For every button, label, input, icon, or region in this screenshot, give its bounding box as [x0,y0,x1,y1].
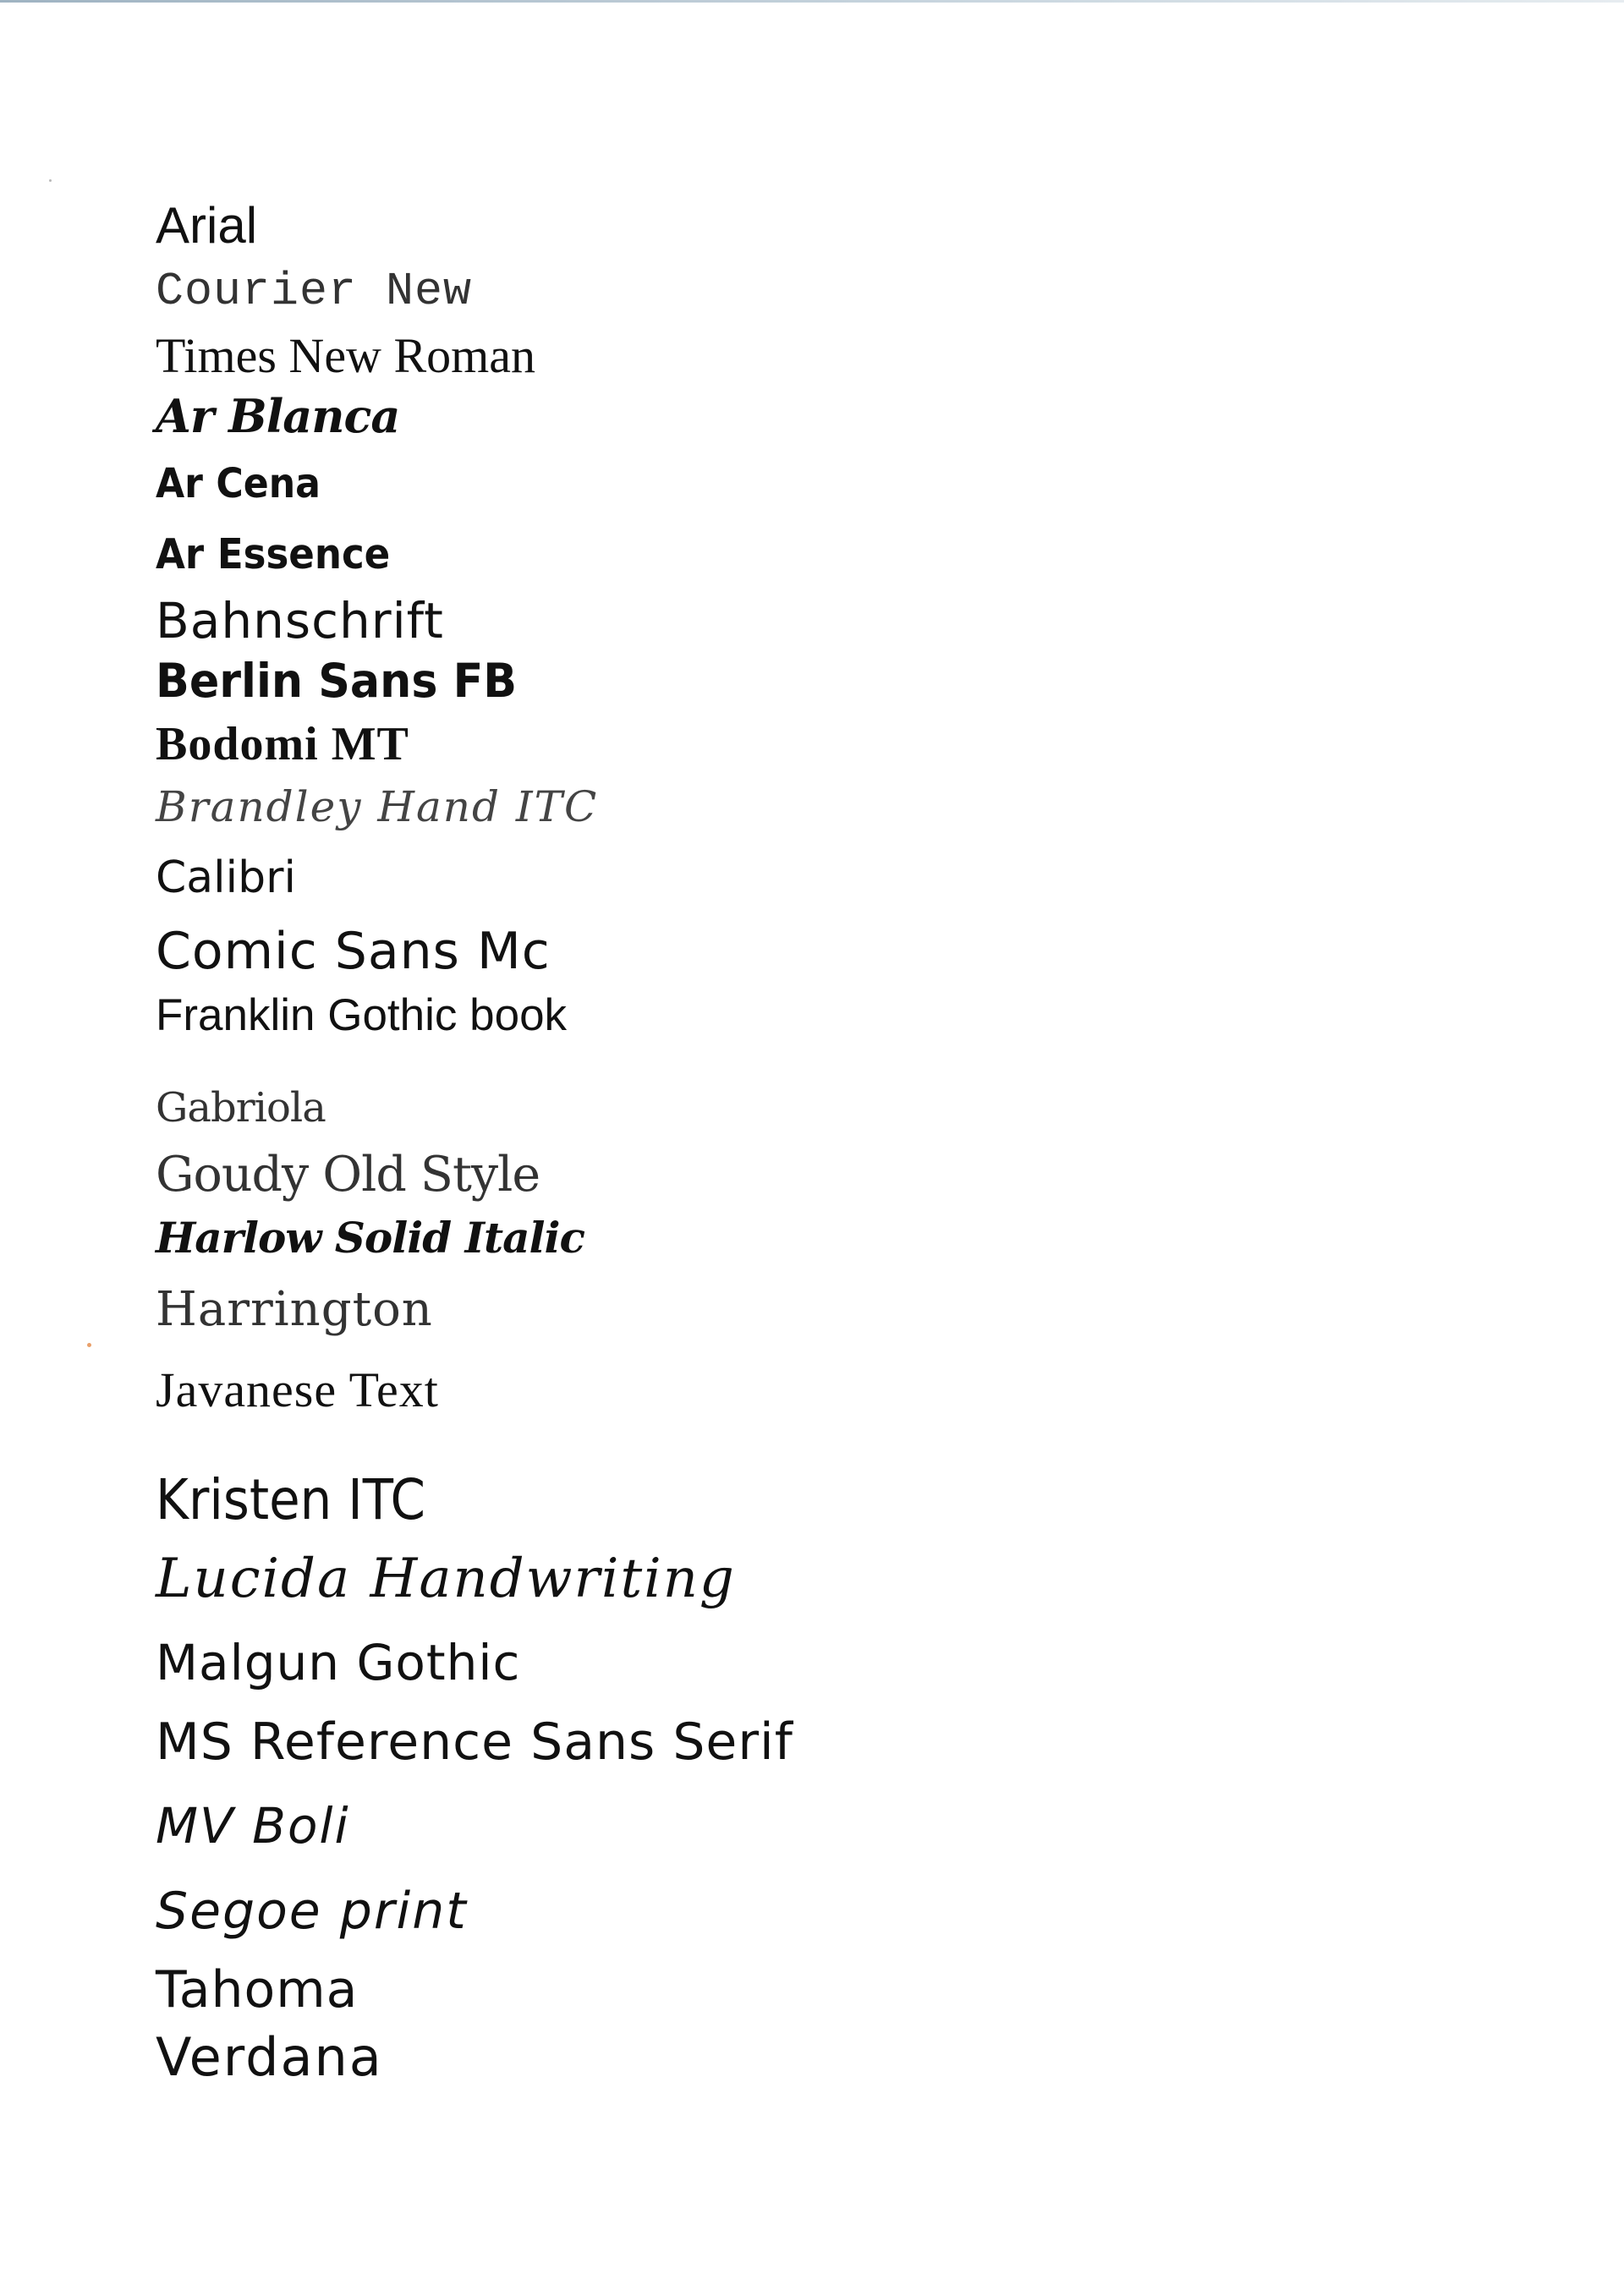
font-sample-gabriola: Gabriola [156,1084,326,1132]
font-sample-ar-cena: Ar Cena [156,460,321,507]
font-sample-arial: Arial [156,197,258,254]
font-sample-mv-boli: MV Boli [156,1797,350,1855]
font-sample-lucida-handwriting: Lucida Handwriting [156,1548,736,1610]
font-sample-javanese-text: Javanese Text [156,1362,439,1417]
font-sample-courier-new: Courier New [156,265,473,318]
font-sample-kristen-itc: Kristen ITC [156,1467,425,1532]
font-sample-comic-sans: Comic Sans Mc [156,922,551,981]
font-sample-times-new-roman: Times New Roman [156,328,535,383]
font-sample-harlow-solid-italic: Harlow Solid Italic [156,1213,584,1263]
font-sample-harrington: Harrington [156,1282,433,1337]
font-sample-ms-reference-sans-serif: MS Reference Sans Serif [156,1712,793,1772]
font-sample-verdana: Verdana [156,2026,383,2088]
scan-speck [87,1343,91,1347]
font-sample-ar-blanca: Ar Blanca [156,389,400,443]
font-sample-calibri: Calibri [156,852,296,903]
font-sample-bahnschrift: Bahnschrift [156,592,444,649]
font-sample-franklin-gothic-book: Franklin Gothic book [156,990,568,1040]
font-sample-berlin-sans-fb: Berlin Sans FB [156,654,518,708]
font-sample-tahoma: Tahoma [156,1960,359,2019]
font-sample-bodomi-mt: Bodomi MT [156,718,409,770]
font-sample-segoe-print: Segoe print [156,1882,468,1941]
font-sample-ar-essence: Ar Essence [156,530,391,578]
font-sample-goudy-old-style: Goudy Old Style [156,1147,540,1203]
font-sample-brandley-hand-itc: Brandley Hand ITC [156,782,599,831]
scan-speck [49,179,52,182]
font-sample-malgun-gothic: Malgun Gothic [156,1634,521,1691]
